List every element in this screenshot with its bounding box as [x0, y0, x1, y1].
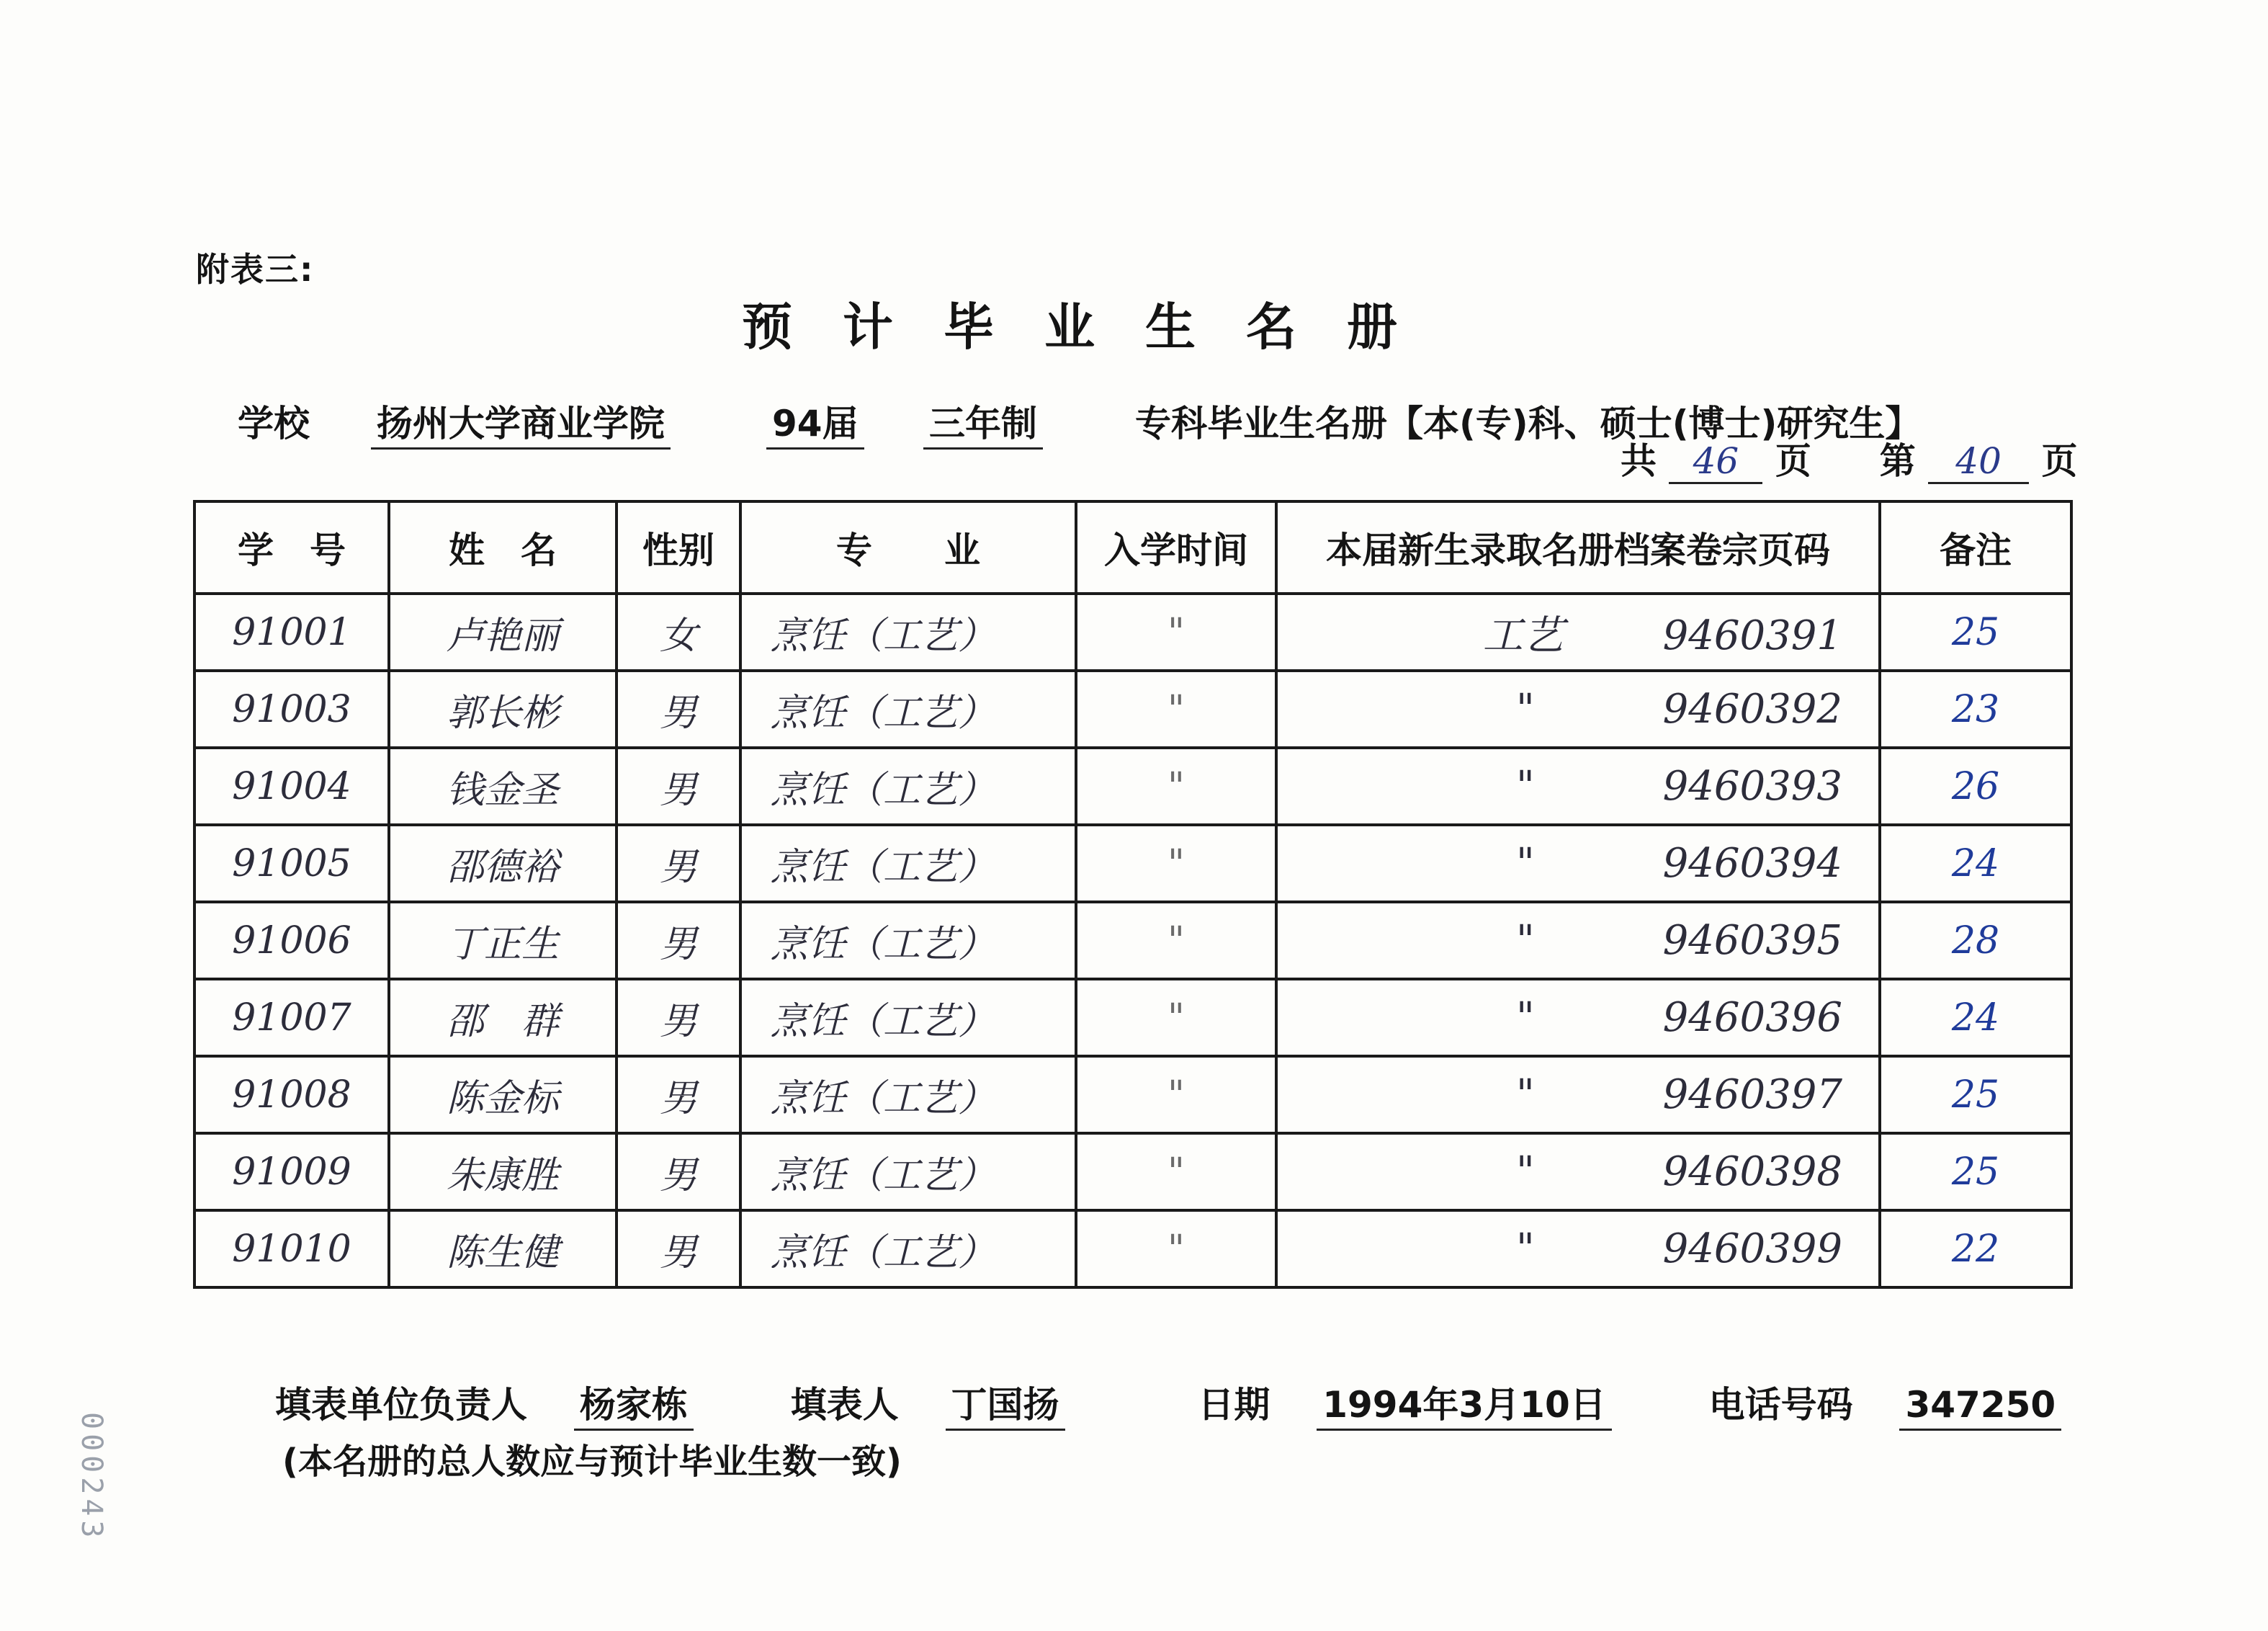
column-header-remark: 备注 [1880, 501, 2071, 594]
signature-row [275, 1376, 2061, 1428]
archive-page-cell [1276, 671, 1880, 748]
archive-code: 9460393 [1662, 763, 1842, 810]
name-cell: 卢艳丽 [389, 594, 617, 671]
archive-page-cell [1276, 825, 1880, 902]
archive-page-cell [1276, 748, 1880, 825]
name-cell: 邵德裕 [389, 825, 617, 902]
archive-code: 9460394 [1662, 840, 1842, 887]
table-row [194, 1210, 2071, 1287]
leader-label: 填表单位负责人 [275, 1384, 527, 1426]
name-cell: 朱康胜 [389, 1133, 617, 1210]
table-row [194, 825, 2071, 902]
gender-cell: 女 [617, 594, 740, 671]
name-cell: 钱金圣 [389, 748, 617, 825]
name-cell: 陈生健 [389, 1210, 617, 1287]
name-cell: 陈金标 [389, 1056, 617, 1133]
column-header-enroll-time: 入学时间 [1076, 501, 1276, 594]
page-unit-label: 页 [1775, 440, 1811, 482]
attachment-label: 附表三: [196, 250, 315, 289]
page-number-label: 第 [1879, 440, 1916, 482]
remark-cell: 24 [1880, 825, 2071, 902]
student-id-cell: 91008 [194, 1056, 389, 1133]
gender-cell: 男 [617, 748, 740, 825]
student-id-cell: 91005 [194, 825, 389, 902]
student-id-cell: 91001 [194, 594, 389, 671]
column-header-gender: 性别 [617, 501, 740, 594]
leader-value: 杨家栋 [574, 1384, 694, 1431]
student-id-cell: 91006 [194, 902, 389, 979]
roster-type-value: 专科毕业生名册【本(专)科、硕士(博士)研究生】 [1135, 403, 1922, 444]
table-row [194, 1133, 2071, 1210]
program-length-value: 三年制 [923, 403, 1043, 450]
remark-cell: 22 [1880, 1210, 2071, 1287]
enroll-time-cell: " [1076, 825, 1276, 902]
student-id-cell: 91004 [194, 748, 389, 825]
archive-code: 9460397 [1662, 1071, 1842, 1118]
table-header-row [194, 501, 2071, 594]
gender-cell: 男 [617, 1133, 740, 1210]
major-cell: 烹饪（工艺） [740, 979, 1076, 1056]
column-header-archive-page: 本届新生录取名册档案卷宗页码 [1276, 501, 1880, 594]
major-cell: 烹饪（工艺） [740, 671, 1076, 748]
enroll-time-cell: " [1076, 979, 1276, 1056]
remark-cell: 23 [1880, 671, 2071, 748]
gender-cell: 男 [617, 979, 740, 1056]
gender-cell: 男 [617, 825, 740, 902]
remark-cell: 28 [1880, 902, 2071, 979]
date-label: 日期 [1198, 1384, 1270, 1426]
enroll-time-cell: " [1076, 1056, 1276, 1133]
archive-note: " [1516, 994, 1535, 1041]
gender-cell: 男 [617, 902, 740, 979]
remark-cell: 25 [1880, 594, 2071, 671]
archive-page-cell [1276, 902, 1880, 979]
major-cell: 烹饪（工艺） [740, 594, 1076, 671]
archive-code: 9460395 [1662, 917, 1842, 964]
name-cell: 邵 群 [389, 979, 617, 1056]
major-cell: 烹饪（工艺） [740, 902, 1076, 979]
archive-note: " [1516, 1148, 1535, 1195]
gender-cell: 男 [617, 671, 740, 748]
table-row [194, 902, 2071, 979]
archive-note: " [1516, 763, 1535, 810]
enroll-time-cell: " [1076, 594, 1276, 671]
graduate-roster-table [193, 500, 2073, 1289]
archive-code: 9460399 [1662, 1225, 1842, 1272]
archive-page-cell [1276, 1133, 1880, 1210]
page-number-value: 40 [1928, 440, 2029, 484]
school-label: 学校 [238, 403, 310, 444]
major-cell: 烹饪（工艺） [740, 1210, 1076, 1287]
enroll-time-cell: " [1076, 1210, 1276, 1287]
student-id-cell: 91009 [194, 1133, 389, 1210]
phone-value: 347250 [1899, 1384, 2061, 1431]
gender-cell: 男 [617, 1210, 740, 1287]
enroll-time-cell: " [1076, 902, 1276, 979]
filler-label: 填表人 [790, 1384, 899, 1426]
archive-note: " [1516, 917, 1535, 964]
archive-page-cell [1276, 1056, 1880, 1133]
archive-page-cell [1276, 1210, 1880, 1287]
page-counter [1621, 432, 2078, 484]
class-year-field [766, 395, 864, 447]
remark-cell: 24 [1880, 979, 2071, 1056]
name-cell: 丁正生 [389, 902, 617, 979]
name-cell: 郭长彬 [389, 671, 617, 748]
student-id-cell: 91007 [194, 979, 389, 1056]
archive-note: " [1516, 686, 1535, 733]
total-pages-label: 共 [1621, 440, 1657, 482]
school-field [238, 395, 671, 447]
column-header-name: 姓 名 [389, 501, 617, 594]
table-row [194, 979, 2071, 1056]
enroll-time-cell: " [1076, 671, 1276, 748]
school-value: 扬州大学商业学院 [371, 403, 671, 450]
table-row [194, 594, 2071, 671]
archive-page-cell [1276, 979, 1880, 1056]
remark-cell: 25 [1880, 1056, 2071, 1133]
archive-code: 9460391 [1662, 612, 1842, 659]
table-row [194, 748, 2071, 825]
table-row [194, 671, 2071, 748]
archive-code: 9460396 [1662, 994, 1842, 1041]
gender-cell: 男 [617, 1056, 740, 1133]
archive-note: " [1516, 840, 1535, 887]
phone-label: 电话号码 [1708, 1384, 1853, 1426]
archive-note: " [1516, 1071, 1535, 1118]
major-cell: 烹饪（工艺） [740, 825, 1076, 902]
archive-note: " [1516, 1225, 1535, 1272]
major-cell: 烹饪（工艺） [740, 1133, 1076, 1210]
footnote: (本名册的总人数应与预计毕业生数一致) [282, 1442, 902, 1482]
page-title: 预计毕业生名册 [742, 298, 1448, 357]
student-id-cell: 91010 [194, 1210, 389, 1287]
total-pages-value: 46 [1669, 440, 1762, 484]
enroll-time-cell: " [1076, 748, 1276, 825]
enroll-time-cell: " [1076, 1133, 1276, 1210]
page-unit-label-2: 页 [2041, 440, 2078, 482]
student-id-cell: 91003 [194, 671, 389, 748]
program-length-field [923, 395, 1043, 447]
table-row [194, 1056, 2071, 1133]
class-year-value: 94届 [766, 403, 864, 450]
remark-cell: 26 [1880, 748, 2071, 825]
column-header-major: 专 业 [740, 501, 1076, 594]
major-cell: 烹饪（工艺） [740, 1056, 1076, 1133]
filler-value: 丁国扬 [946, 1384, 1065, 1431]
archive-code: 9460392 [1662, 686, 1842, 733]
archive-page-cell [1276, 594, 1880, 671]
serial-stamp: 000243 [75, 1412, 108, 1542]
archive-note: 工艺 [1482, 612, 1564, 659]
remark-cell: 25 [1880, 1133, 2071, 1210]
major-cell: 烹饪（工艺） [740, 748, 1076, 825]
date-value: 1994年3月10日 [1317, 1384, 1612, 1431]
column-header-student-id: 学 号 [194, 501, 389, 594]
archive-code: 9460398 [1662, 1148, 1842, 1195]
